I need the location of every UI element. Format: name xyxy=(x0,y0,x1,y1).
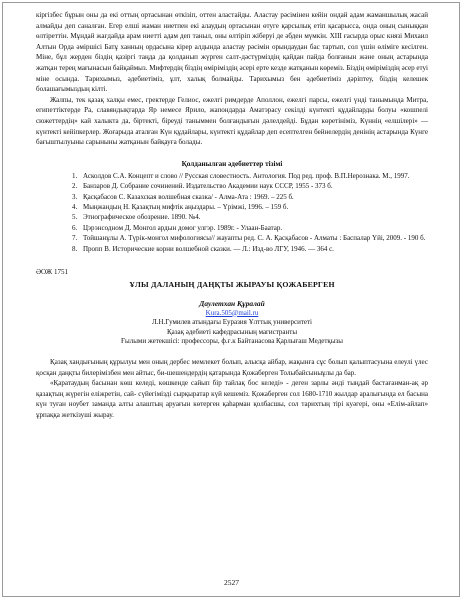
udk-code: ӘОЖ 1751 xyxy=(36,267,68,276)
page-content xyxy=(36,10,428,421)
article-body xyxy=(36,357,428,421)
author-email-link[interactable]: Kura.505@mail.ru xyxy=(205,308,259,317)
reference-item: 3. Қасқабасов С. Казахская волшебная сказка/ - Алма-Ата : 1969. – 225 б. xyxy=(72,192,294,201)
paragraph-top-2: Жалпы, тек қазақ халқы емес, гректерде Гелиос, ежелгі римдерде Аполлон, ежелгі парсы, ежелгі үнді танымында Митра, египеттіктерде Ра, славяндықтарда Яр немесе Ярило, жапондарда Аматэрасу секілді күнтекті құдайларды болуы «кошпелі сюжеттердің» кай халыкта да, біртекті, біреуді таныммен болғандығын дәлелдейді. Бұдан көретініміз, Күннің «елшілері» — күнтекті кейіпкерлер. Жоғарыда аталған Күн құдайлары, күнтекті құдайлар деп есептелген бейнелердің денінің астарында Күнге бағыштылуыны сарыныны жатқанын байқауға болады. xyxy=(36,95,428,147)
reference-item: 2. Банзаров Д. Собрание сочинений. Издательство Академии наук СССР, 1955 - 373 б. xyxy=(72,182,333,191)
author-supervisor: Ғылыми жетекшісі: профессоры, ф.ғ.к Байтанасова Қарлығаш Медетқызы xyxy=(120,337,343,346)
paragraph-body-1: Қазақ хандығының құрылуы мен оның дербес мемлекет болып, алысқа айбар, жақынға сұс болып қалыптасуына елеулі үлес қосқан даңқты билерімізбен мен айтыс, би-шешендердің қатарында Қожаберген Толыбайсыныұлы да бар. xyxy=(36,357,428,377)
paragraph-body-2: «Қаратаудың басынан көш келеді, көшкенде сайып бір тайлақ бос келеді» - деген зарлы әнді тыңдай бастағанман-ақ әр қазақтың жүрегін еліжретін, сай- сүйегімізді сырқыратар күй кешеміз. Қожаберген сол 1680-1710 жылдар аралығында ел басына күн туған ноубет заманда алты алаштың аруағын көтерген қаһарман қолбасшы, сол тарихтың тірі куәгері, оны «Елім-айлап» ұрпаққа жеткізуші жырау. xyxy=(36,379,428,419)
page-number: 2527 xyxy=(224,578,239,587)
references-title: Қолданылған әдебиеттер тізімі xyxy=(181,159,283,168)
reference-item: 7. Тойшанұлы А. Түрік-монгол мифологиясы// жауапты ред. С. А. Қасқабасов - Алматы : Баспалар Үйі, 2009. - 190 б. xyxy=(72,234,426,243)
author-name: Даулетхан Құралай xyxy=(199,298,265,308)
reference-item: 1. Асколдов С.А. Концепт и слово // Русская словестность. Антология. Под ред. проф. В.П.Нерознака. М., 1997. xyxy=(72,171,410,180)
author-affiliation-university: Л.Н.Гумилев атындағы Еуразия Ұлттық университеті xyxy=(151,318,313,327)
reference-item: 5. Этнографическое обозрение. 1890. №4. xyxy=(72,213,201,222)
references-list xyxy=(36,171,428,254)
paragraph-top-1: кіргізбес бұрын оны да екі оттың ортасынан өткізіп, оттен аластайды. Аластау рәсімінен кейін ондай адам жаманшылық жасай алмайды деп саналған. Егер елші жаман ниетпен екі алаудың ортасынан өтуге қарсылық етіп қасарысса, онда оның сыныққан өлтіреттін. Мұндай жағдайда арам ниетті адам деп таныл, оны өлтіріп жіберуі де әбден мүмкін. XIII ғасырда орыс князі Михаил Алтын Орда әміршісі Батұ ханның ордасына кірер алдында аластау рәсімін орындаудан бас тартып, сол үшін өліміге кесілген. Міне, бұл жерден біздің қазіргі таңда да қолданып жүрген салт-дәстүрміздің қайдан пайда болғанын және оның астарында жатқан терең мағынасын байқаймыз. Мифтердің біздің өміріміздің әсері ерте кезде жатқанын көреміз. Біздің өміріміздің әсер етуі міне осында. Тарихымыз, әдебиетіміз, ұлт, халық болмайды. Тарихымыз бен әдебиетіміз дәріптеу, біздің келешек болашағымыздың кілті. xyxy=(36,11,428,94)
author-affiliation-department: Қазақ әдебиеті кафедрасының магистранты xyxy=(166,327,298,336)
reference-item: 8. Пропп В. Исторические корни волшебной сказки. — Л.: Изд-во ЛГУ, 1946. — 364 с. xyxy=(72,244,334,253)
reference-item: 6. Цэрэнсодном Д. Монгол ардын домог улгэр. 1989г. - Улаан-Баатар. xyxy=(72,223,283,232)
reference-item: 4. Мыңжандың Н. Қазақтың мифтік аңыздары. – Үрімжі, 1996. – 159 б. xyxy=(72,202,289,211)
author-block xyxy=(36,299,428,347)
article-title: ҰЛЫ ДАЛАНЫҢ ДАҢҚТЫ ЖЫРАУЫ ҚОЖАБЕРГЕН xyxy=(129,279,335,289)
